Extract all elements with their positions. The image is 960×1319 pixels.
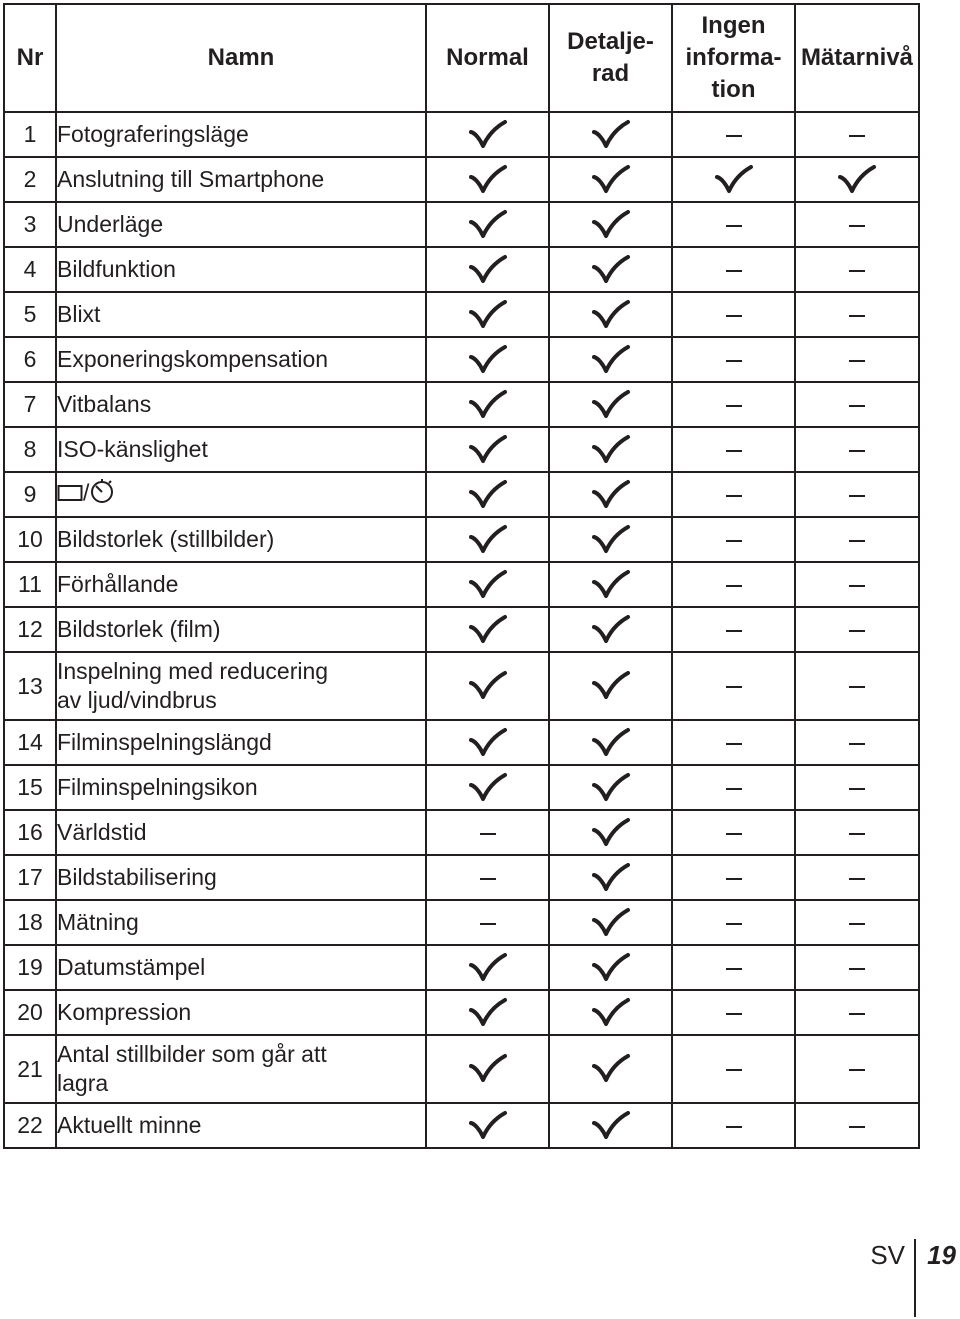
- row-number: 8: [4, 427, 56, 472]
- cell-ingen: [672, 247, 795, 292]
- row-name: Aktuellt minne: [57, 1112, 202, 1138]
- cell-detaljerad: [549, 945, 672, 990]
- dash-icon: [849, 225, 865, 227]
- table-row: [4, 607, 919, 652]
- row-name: Anslutning till Smartphone: [57, 166, 325, 192]
- table-row: [4, 765, 919, 810]
- row-name-cell: [56, 990, 426, 1035]
- checkmark-icon: [591, 670, 631, 702]
- checkmark-icon: [591, 614, 631, 646]
- table-row: [4, 945, 919, 990]
- row-number: 11: [4, 562, 56, 607]
- row-name: /: [83, 479, 90, 506]
- dash-icon: [480, 833, 496, 835]
- row-number: 10: [4, 517, 56, 562]
- row-name-cell: [56, 427, 426, 472]
- checkmark-icon: [591, 479, 631, 511]
- cell-ingen: [672, 472, 795, 517]
- row-name: Bildstorlek (film): [57, 616, 221, 642]
- table-row: [4, 1035, 919, 1103]
- dash-icon: [726, 225, 742, 227]
- cell-detaljerad: [549, 720, 672, 765]
- table-row: [4, 337, 919, 382]
- cell-normal: [426, 427, 549, 472]
- checkmark-icon: [591, 434, 631, 466]
- cell-matar: [795, 427, 919, 472]
- row-number: 4: [4, 247, 56, 292]
- row-number: 9: [4, 472, 56, 517]
- cell-matar: [795, 202, 919, 247]
- table-row: [4, 517, 919, 562]
- cell-ingen: [672, 427, 795, 472]
- checkmark-icon: [468, 389, 508, 421]
- row-number: 20: [4, 990, 56, 1035]
- cell-matar: [795, 855, 919, 900]
- checkmark-icon: [468, 772, 508, 804]
- cell-normal: [426, 1103, 549, 1148]
- checkmark-icon: [591, 772, 631, 804]
- cell-ingen: [672, 112, 795, 157]
- row-name-cell: [56, 292, 426, 337]
- cell-ingen: [672, 900, 795, 945]
- cell-matar: [795, 900, 919, 945]
- row-name-cell: [56, 765, 426, 810]
- checkmark-icon: [591, 569, 631, 601]
- row-name: Blixt: [57, 301, 101, 327]
- checkmark-icon: [591, 389, 631, 421]
- row-name-cell: [56, 1103, 426, 1148]
- cell-matar: [795, 337, 919, 382]
- dash-icon: [726, 788, 742, 790]
- row-name-cell: [56, 900, 426, 945]
- dash-icon: [726, 1069, 742, 1071]
- cell-detaljerad: [549, 472, 672, 517]
- cell-ingen: [672, 202, 795, 247]
- table-row: [4, 247, 919, 292]
- dash-icon: [726, 1126, 742, 1128]
- cell-matar: [795, 990, 919, 1035]
- cell-ingen: [672, 517, 795, 562]
- row-name-cell: [56, 247, 426, 292]
- row-name: Exponeringskompensation: [57, 346, 329, 372]
- row-name-cell: [56, 157, 426, 202]
- dash-icon: [480, 923, 496, 925]
- cell-normal: [426, 607, 549, 652]
- header-namn: Namn: [56, 4, 426, 112]
- cell-ingen: [672, 292, 795, 337]
- table-row: [4, 112, 919, 157]
- cell-matar: [795, 810, 919, 855]
- cell-normal: [426, 202, 549, 247]
- cell-ingen: [672, 720, 795, 765]
- row-number: 21: [4, 1035, 56, 1103]
- cell-ingen: [672, 382, 795, 427]
- dash-icon: [849, 686, 865, 688]
- dash-icon: [726, 686, 742, 688]
- row-number: 5: [4, 292, 56, 337]
- checkmark-icon: [714, 164, 754, 196]
- cell-detaljerad: [549, 900, 672, 945]
- page-footer: [840, 1237, 960, 1319]
- cell-normal: [426, 855, 549, 900]
- checkmark-icon: [591, 254, 631, 286]
- cell-matar: [795, 652, 919, 720]
- cell-detaljerad: [549, 292, 672, 337]
- cell-normal: [426, 247, 549, 292]
- table-row: [4, 810, 919, 855]
- checkmark-icon: [468, 1053, 508, 1085]
- cell-normal: [426, 900, 549, 945]
- header-ingen-line1: Ingen: [701, 12, 766, 39]
- checkmark-icon: [591, 1110, 631, 1142]
- dash-icon: [849, 788, 865, 790]
- cell-matar: [795, 382, 919, 427]
- dash-icon: [849, 1126, 865, 1128]
- dash-icon: [849, 135, 865, 137]
- cell-normal: [426, 990, 549, 1035]
- cell-detaljerad: [549, 652, 672, 720]
- row-name-cell: [56, 472, 426, 517]
- row-number: 19: [4, 945, 56, 990]
- cell-normal: [426, 810, 549, 855]
- checkmark-icon: [591, 524, 631, 556]
- table-header-row: [4, 4, 919, 112]
- row-name-cell: [56, 945, 426, 990]
- dash-icon: [849, 360, 865, 362]
- checkmark-icon: [591, 1053, 631, 1085]
- table-row: [4, 202, 919, 247]
- dash-icon: [726, 540, 742, 542]
- dash-icon: [849, 270, 865, 272]
- row-number: 13: [4, 652, 56, 720]
- cell-detaljerad: [549, 1103, 672, 1148]
- dash-icon: [726, 360, 742, 362]
- cell-normal: [426, 720, 549, 765]
- checkmark-icon: [591, 164, 631, 196]
- cell-normal: [426, 765, 549, 810]
- checkmark-icon: [468, 952, 508, 984]
- table-row: [4, 855, 919, 900]
- checkmark-icon: [591, 997, 631, 1029]
- header-ingen-information: [672, 4, 795, 112]
- cell-normal: [426, 652, 549, 720]
- checkmark-icon: [468, 479, 508, 511]
- table-row: [4, 1103, 919, 1148]
- dash-icon: [726, 630, 742, 632]
- cell-ingen: [672, 562, 795, 607]
- cell-detaljerad: [549, 765, 672, 810]
- row-name: Underläge: [57, 211, 164, 237]
- row-name: Förhållande: [57, 571, 179, 597]
- row-name-cell: [56, 855, 426, 900]
- dash-icon: [849, 743, 865, 745]
- cell-normal: [426, 382, 549, 427]
- row-name-cell: [56, 112, 426, 157]
- cell-matar: [795, 765, 919, 810]
- row-name: Världstid: [57, 819, 147, 845]
- row-name: Filminspelningsikon: [57, 774, 258, 800]
- checkmark-icon: [468, 997, 508, 1029]
- cell-detaljerad: [549, 202, 672, 247]
- cell-detaljerad: [549, 855, 672, 900]
- row-name-cell: [56, 517, 426, 562]
- row-number: 17: [4, 855, 56, 900]
- checkmark-icon: [468, 209, 508, 241]
- cell-ingen: [672, 607, 795, 652]
- row-name: Filminspelningslängd: [57, 729, 272, 755]
- row-name: Vitbalans: [57, 391, 152, 417]
- cell-detaljerad: [549, 517, 672, 562]
- cell-normal: [426, 945, 549, 990]
- dash-icon: [480, 878, 496, 880]
- row-name: ISO-känslighet: [57, 436, 208, 462]
- row-name-cell: [56, 652, 426, 720]
- cell-normal: [426, 562, 549, 607]
- cell-detaljerad: [549, 157, 672, 202]
- dash-icon: [726, 1013, 742, 1015]
- checkmark-icon: [468, 670, 508, 702]
- cell-ingen: [672, 652, 795, 720]
- cell-ingen: [672, 765, 795, 810]
- row-name-cell: [56, 810, 426, 855]
- checkmark-icon: [468, 1110, 508, 1142]
- dash-icon: [849, 968, 865, 970]
- row-name-line1: Inspelning med reducering: [57, 658, 329, 684]
- cell-detaljerad: [549, 247, 672, 292]
- checkmark-icon: [591, 119, 631, 151]
- row-name: Fotograferingsläge: [57, 121, 249, 147]
- cell-matar: [795, 157, 919, 202]
- cell-ingen: [672, 855, 795, 900]
- checkmark-icon: [468, 524, 508, 556]
- header-ingen-line2: informa-: [685, 44, 782, 71]
- row-name-cell: [56, 337, 426, 382]
- cell-matar: [795, 562, 919, 607]
- row-name: Kompression: [57, 999, 192, 1025]
- cell-ingen: [672, 990, 795, 1035]
- dash-icon: [849, 315, 865, 317]
- row-number: 16: [4, 810, 56, 855]
- cell-normal: [426, 292, 549, 337]
- cell-detaljerad: [549, 382, 672, 427]
- row-number: 14: [4, 720, 56, 765]
- dash-icon: [726, 495, 742, 497]
- dash-icon: [726, 135, 742, 137]
- cell-detaljerad: [549, 607, 672, 652]
- row-name: Bildfunktion: [57, 256, 176, 282]
- row-number: 3: [4, 202, 56, 247]
- header-ingen-line3: tion: [711, 76, 756, 103]
- dash-icon: [726, 450, 742, 452]
- row-name-cell: [56, 562, 426, 607]
- table-row: [4, 292, 919, 337]
- cell-normal: [426, 1035, 549, 1103]
- cell-matar: [795, 720, 919, 765]
- checkmark-icon: [468, 164, 508, 196]
- cell-matar: [795, 945, 919, 990]
- row-name: Datumstämpel: [57, 954, 206, 980]
- cell-detaljerad: [549, 427, 672, 472]
- table-row: [4, 652, 919, 720]
- row-number: 7: [4, 382, 56, 427]
- cell-matar: [795, 607, 919, 652]
- table-row: [4, 472, 919, 517]
- table-row: [4, 382, 919, 427]
- header-nr: Nr: [4, 4, 56, 112]
- dash-icon: [726, 405, 742, 407]
- dash-icon: [849, 450, 865, 452]
- table-row: [4, 427, 919, 472]
- checkmark-icon: [591, 344, 631, 376]
- checkmark-icon: [591, 907, 631, 939]
- cell-ingen: [672, 1103, 795, 1148]
- row-number: 22: [4, 1103, 56, 1148]
- self-timer-icon: [89, 478, 115, 511]
- cell-matar: [795, 112, 919, 157]
- table-body: [4, 112, 919, 1148]
- header-normal: Normal: [426, 4, 549, 112]
- checkmark-icon: [468, 614, 508, 646]
- table-row: [4, 900, 919, 945]
- footer-divider: [914, 1239, 916, 1317]
- table-row: [4, 720, 919, 765]
- row-name: Bildstorlek (stillbilder): [57, 526, 275, 552]
- checkmark-icon: [591, 727, 631, 759]
- dash-icon: [849, 1069, 865, 1071]
- dash-icon: [849, 923, 865, 925]
- row-number: 1: [4, 112, 56, 157]
- header-matarniva: Mätarnivå: [795, 4, 919, 112]
- cell-matar: [795, 472, 919, 517]
- dash-icon: [849, 585, 865, 587]
- dash-icon: [849, 833, 865, 835]
- cell-ingen: [672, 157, 795, 202]
- checkmark-icon: [468, 344, 508, 376]
- dash-icon: [726, 833, 742, 835]
- checkmark-icon: [837, 164, 877, 196]
- checkmark-icon: [468, 434, 508, 466]
- page-number: 19: [927, 1240, 956, 1270]
- cell-normal: [426, 157, 549, 202]
- row-name: Mätning: [57, 909, 139, 935]
- row-name-cell: [56, 607, 426, 652]
- language-code: SV: [870, 1240, 905, 1270]
- row-number: 6: [4, 337, 56, 382]
- checkmark-icon: [591, 209, 631, 241]
- row-name-cell: [56, 1035, 426, 1103]
- row-number: 15: [4, 765, 56, 810]
- dash-icon: [849, 495, 865, 497]
- cell-detaljerad: [549, 562, 672, 607]
- dash-icon: [849, 878, 865, 880]
- dash-icon: [726, 923, 742, 925]
- cell-detaljerad: [549, 337, 672, 382]
- cell-ingen: [672, 1035, 795, 1103]
- row-name-line1: Antal stillbilder som går att: [57, 1041, 327, 1067]
- row-name-cell: [56, 202, 426, 247]
- checkmark-icon: [468, 727, 508, 759]
- row-number: 18: [4, 900, 56, 945]
- checkmark-icon: [468, 119, 508, 151]
- cell-detaljerad: [549, 1035, 672, 1103]
- dash-icon: [849, 405, 865, 407]
- cell-detaljerad: [549, 112, 672, 157]
- table-row: [4, 990, 919, 1035]
- cell-matar: [795, 247, 919, 292]
- cell-detaljerad: [549, 990, 672, 1035]
- row-number: 2: [4, 157, 56, 202]
- checkmark-icon: [591, 952, 631, 984]
- row-name-cell: [56, 720, 426, 765]
- display-items-table: [3, 3, 920, 1149]
- cell-normal: [426, 472, 549, 517]
- cell-ingen: [672, 337, 795, 382]
- row-name-line2: lagra: [57, 1070, 109, 1096]
- cell-detaljerad: [549, 810, 672, 855]
- checkmark-icon: [591, 299, 631, 331]
- row-name-line2: av ljud/vindbrus: [57, 687, 217, 713]
- dash-icon: [726, 585, 742, 587]
- cell-ingen: [672, 945, 795, 990]
- dash-icon: [849, 1013, 865, 1015]
- checkmark-icon: [591, 862, 631, 894]
- row-number: 12: [4, 607, 56, 652]
- table-row: [4, 157, 919, 202]
- dash-icon: [726, 878, 742, 880]
- checkmark-icon: [468, 254, 508, 286]
- dash-icon: [726, 315, 742, 317]
- dash-icon: [849, 540, 865, 542]
- cell-matar: [795, 1035, 919, 1103]
- cell-normal: [426, 517, 549, 562]
- dash-icon: [849, 630, 865, 632]
- cell-matar: [795, 292, 919, 337]
- row-name-cell: [56, 382, 426, 427]
- header-detaljerad-line1: Detalje-: [567, 28, 654, 55]
- drive-single-frame-icon: [57, 480, 83, 509]
- cell-matar: [795, 517, 919, 562]
- cell-matar: [795, 1103, 919, 1148]
- header-detaljerad: [549, 4, 672, 112]
- cell-ingen: [672, 810, 795, 855]
- checkmark-icon: [468, 299, 508, 331]
- dash-icon: [726, 743, 742, 745]
- cell-normal: [426, 112, 549, 157]
- dash-icon: [726, 270, 742, 272]
- checkmark-icon: [591, 817, 631, 849]
- header-detaljerad-line2: rad: [591, 60, 630, 87]
- cell-normal: [426, 337, 549, 382]
- table-row: [4, 562, 919, 607]
- checkmark-icon: [468, 569, 508, 601]
- row-name: Bildstabilisering: [57, 864, 217, 890]
- dash-icon: [726, 968, 742, 970]
